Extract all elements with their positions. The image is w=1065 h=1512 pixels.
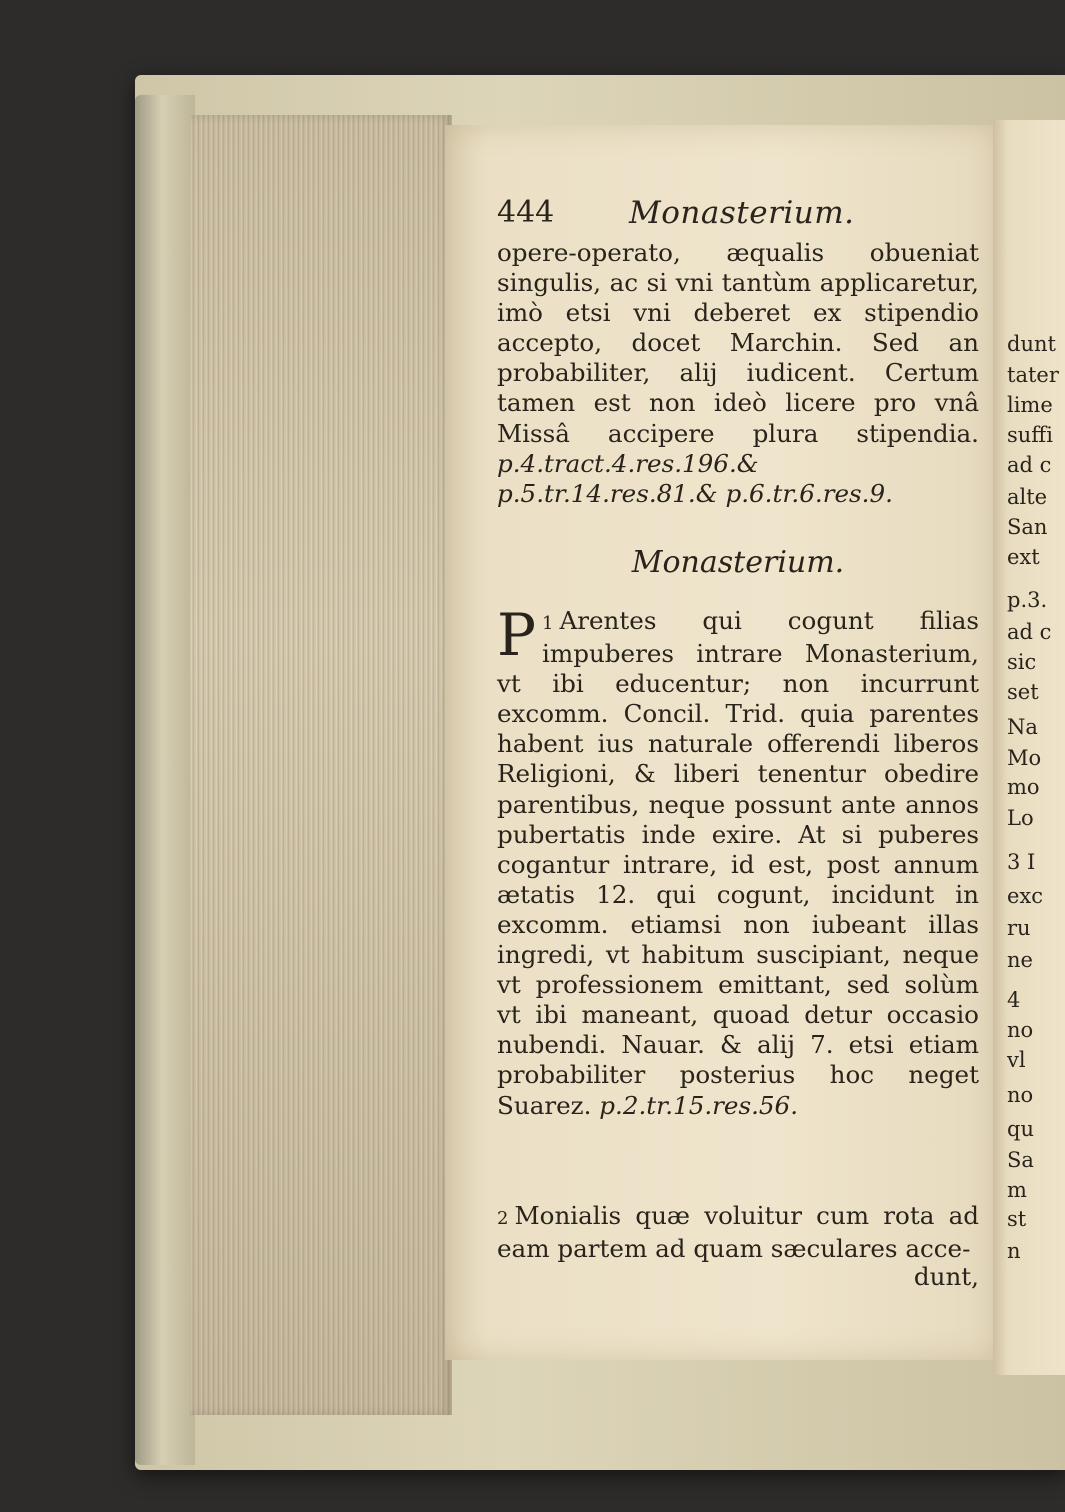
running-title: Monasterium. (629, 195, 855, 231)
binding-edge (135, 95, 195, 1465)
right-page-line: no (1007, 1018, 1034, 1042)
right-page-line: st (1007, 1207, 1027, 1231)
continuation-reference: p.4.tract.4.res.196.& p.5.tr.14.res.81.& p.6.tr.6.res.9. (497, 448, 893, 508)
left-page (445, 125, 997, 1360)
right-page-line: Lo (1007, 806, 1034, 830)
entry-reference: p.2.tr.15.res.56. (599, 1090, 799, 1120)
right-page-line: suffi (1007, 423, 1053, 447)
right-page-line: vl (1007, 1048, 1026, 1072)
right-page-edge (993, 120, 1065, 1375)
catchword: dunt, (913, 1262, 979, 1291)
right-page-line: lime (1007, 393, 1053, 417)
entry-number: 2 (497, 1208, 509, 1229)
entry-text: Monialis quæ voluitur cum rota ad eam partem ad quam sæculares acce- (497, 1201, 979, 1264)
right-page-line: Mo (1007, 746, 1042, 770)
continuation-paragraph (497, 238, 979, 509)
drop-capital: P (497, 601, 537, 669)
right-page-line: tater (1007, 363, 1059, 387)
page-block (190, 115, 452, 1415)
right-page-line: ext (1007, 545, 1040, 569)
right-page-line: alte (1007, 485, 1048, 509)
section-heading: Monasterium. (631, 545, 845, 580)
right-page-line: m (1007, 1178, 1027, 1202)
entry-text: Arentes qui cogunt filias impuberes intrare Monasterium, vt ibi educentur; non incurrunt excomm. Concil. Trid. quia parentes habent ius naturale offerendi liberos Religioni, & liberi tenentur obedire parentibus, neque possunt ante annos pubertatis inde exire. At si puberes cogantur intrare, id est, post annum ætatis 12. qui cogunt, incidunt in excomm. etiamsi non iubeant illas ingredi, vt habitum suscipiant, neque vt professionem emittant, sed solùm vt ibi maneant, quoad detur occasio nubendi. Nauar. & alij 7. etsi etiam probabiliter posterius hoc neget Suarez. (497, 606, 979, 1120)
entry-1 (497, 601, 979, 1121)
right-page-line: dunt (1007, 332, 1056, 356)
right-page-line: 4 (1007, 988, 1021, 1012)
right-page-line: ne (1007, 948, 1033, 972)
right-page-line: n (1007, 1239, 1021, 1263)
right-page-line: p.3. (1007, 588, 1048, 612)
right-page-line: 3 I (1007, 850, 1036, 874)
right-page-line: mo (1007, 775, 1040, 799)
book (135, 75, 1065, 1470)
right-page-line: San (1007, 515, 1048, 539)
right-page-line: ad c (1007, 453, 1052, 477)
entry-2 (497, 1201, 979, 1264)
right-page-line: Na (1007, 715, 1038, 739)
right-page-line: Sa (1007, 1148, 1034, 1172)
entry-number: 1 (542, 613, 554, 634)
right-page-line: ru (1007, 916, 1031, 940)
right-page-line: ad c (1007, 620, 1052, 644)
right-page-line: qu (1007, 1117, 1034, 1141)
continuation-text: opere-operato, æqualis obueniat singulis, ac si vni tantùm applicaretur, imò etsi vni deberet ex stipendio accepto, docet Marchin. Sed an probabiliter, alij iudicent. Certum tamen est non ideò licere pro vnâ Missâ accipere plura stipendia. (497, 238, 979, 448)
running-head (497, 195, 977, 235)
page-number: 444 (497, 195, 555, 230)
right-page-line: set (1007, 680, 1039, 704)
right-page-line: no (1007, 1083, 1034, 1107)
right-page-line: exc (1007, 884, 1044, 908)
right-page-line: sic (1007, 650, 1037, 674)
